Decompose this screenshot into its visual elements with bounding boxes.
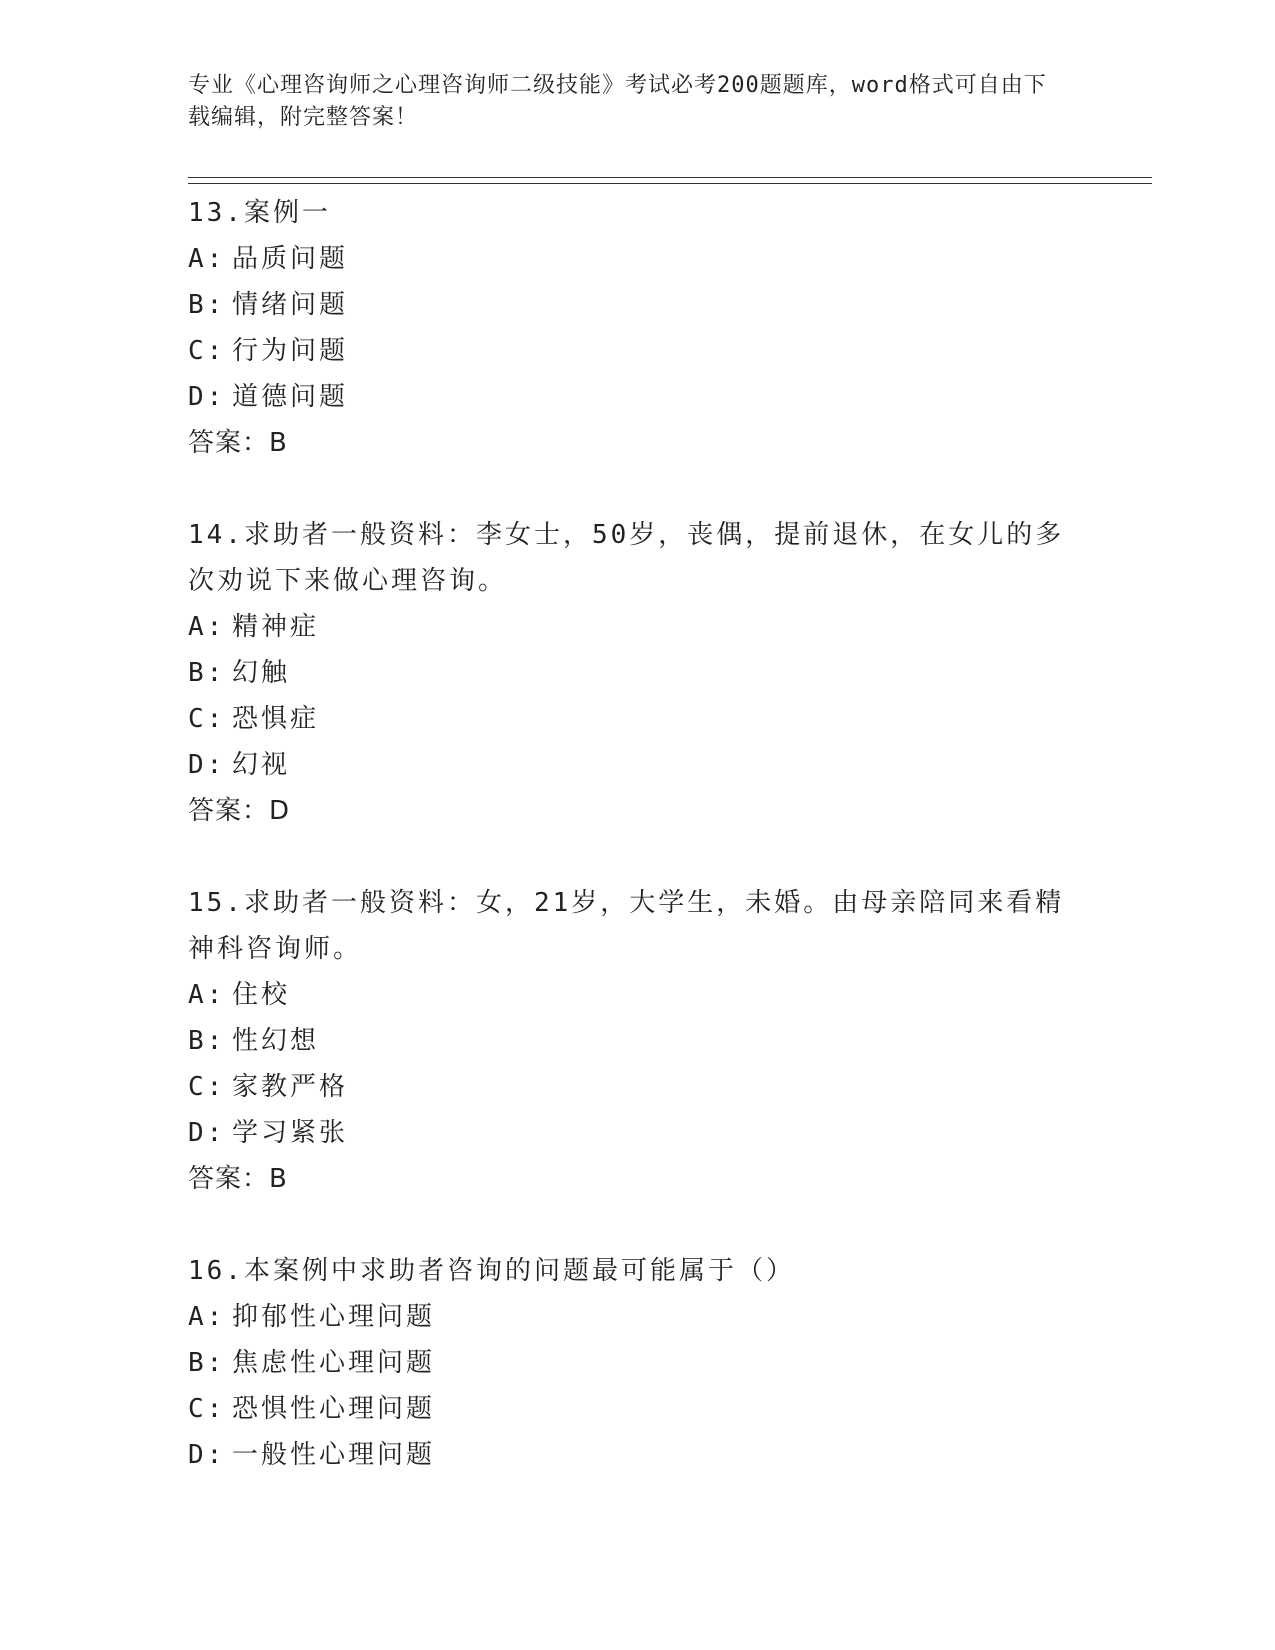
question-text: 求助者一般资料：女，21岁，大学生，未婚。由母亲陪同来看精神科咨询师。 [188, 888, 1065, 964]
question-stem [188, 512, 1088, 604]
answer-label: 答案： [188, 796, 270, 826]
question-number: 16. [188, 1256, 244, 1286]
option-a: A: 品质问题 [188, 244, 349, 274]
answer-value: B [269, 1164, 287, 1194]
answer-value: B [269, 428, 287, 458]
option-d: D: 一般性心理问题 [188, 1440, 436, 1470]
question-text: 求助者一般资料：李女士，50岁，丧偶，提前退休，在女儿的多次劝说下来做心理咨询。 [188, 520, 1065, 596]
answer-label: 答案： [188, 1164, 270, 1194]
answer-value: D [269, 796, 290, 826]
question-number: 15. [188, 888, 244, 918]
option-a: A: 住校 [188, 980, 291, 1010]
option-c: C: 家教严格 [188, 1072, 349, 1102]
answer-label: 答案： [188, 428, 270, 458]
question-13 [188, 190, 1088, 466]
option-d: D: 学习紧张 [188, 1118, 349, 1148]
option-a: A: 精神症 [188, 612, 320, 642]
option-b: B: 性幻想 [188, 1026, 320, 1056]
option-b: B: 幻触 [188, 658, 291, 688]
question-text: 本案例中求助者咨询的问题最可能属于（） [243, 1256, 795, 1286]
option-b: B: 情绪问题 [188, 290, 349, 320]
answer-line [188, 420, 1088, 466]
question-stem [188, 190, 1088, 236]
answer-line [188, 1156, 1088, 1202]
option-b: B: 焦虑性心理问题 [188, 1348, 436, 1378]
document-header: 专业《心理咨询师之心理咨询师二级技能》考试必考200题题库，word格式可自由下载编辑，附完整答案！ [188, 73, 1047, 130]
question-list [188, 190, 1088, 1524]
option-c: C: 恐惧性心理问题 [188, 1394, 436, 1424]
question-16 [188, 1248, 1088, 1478]
option-d: D: 道德问题 [188, 382, 349, 412]
option-c: C: 恐惧症 [188, 704, 320, 734]
header-divider [188, 177, 1152, 184]
question-text: 案例一 [243, 198, 331, 228]
option-a: A: 抑郁性心理问题 [188, 1302, 436, 1332]
question-15 [188, 880, 1088, 1202]
question-stem [188, 880, 1088, 972]
option-c: C: 行为问题 [188, 336, 349, 366]
answer-line [188, 788, 1088, 834]
question-number: 13. [188, 198, 244, 228]
option-d: D: 幻视 [188, 750, 291, 780]
question-number: 14. [188, 520, 244, 550]
question-14 [188, 512, 1088, 834]
question-stem [188, 1248, 1088, 1294]
